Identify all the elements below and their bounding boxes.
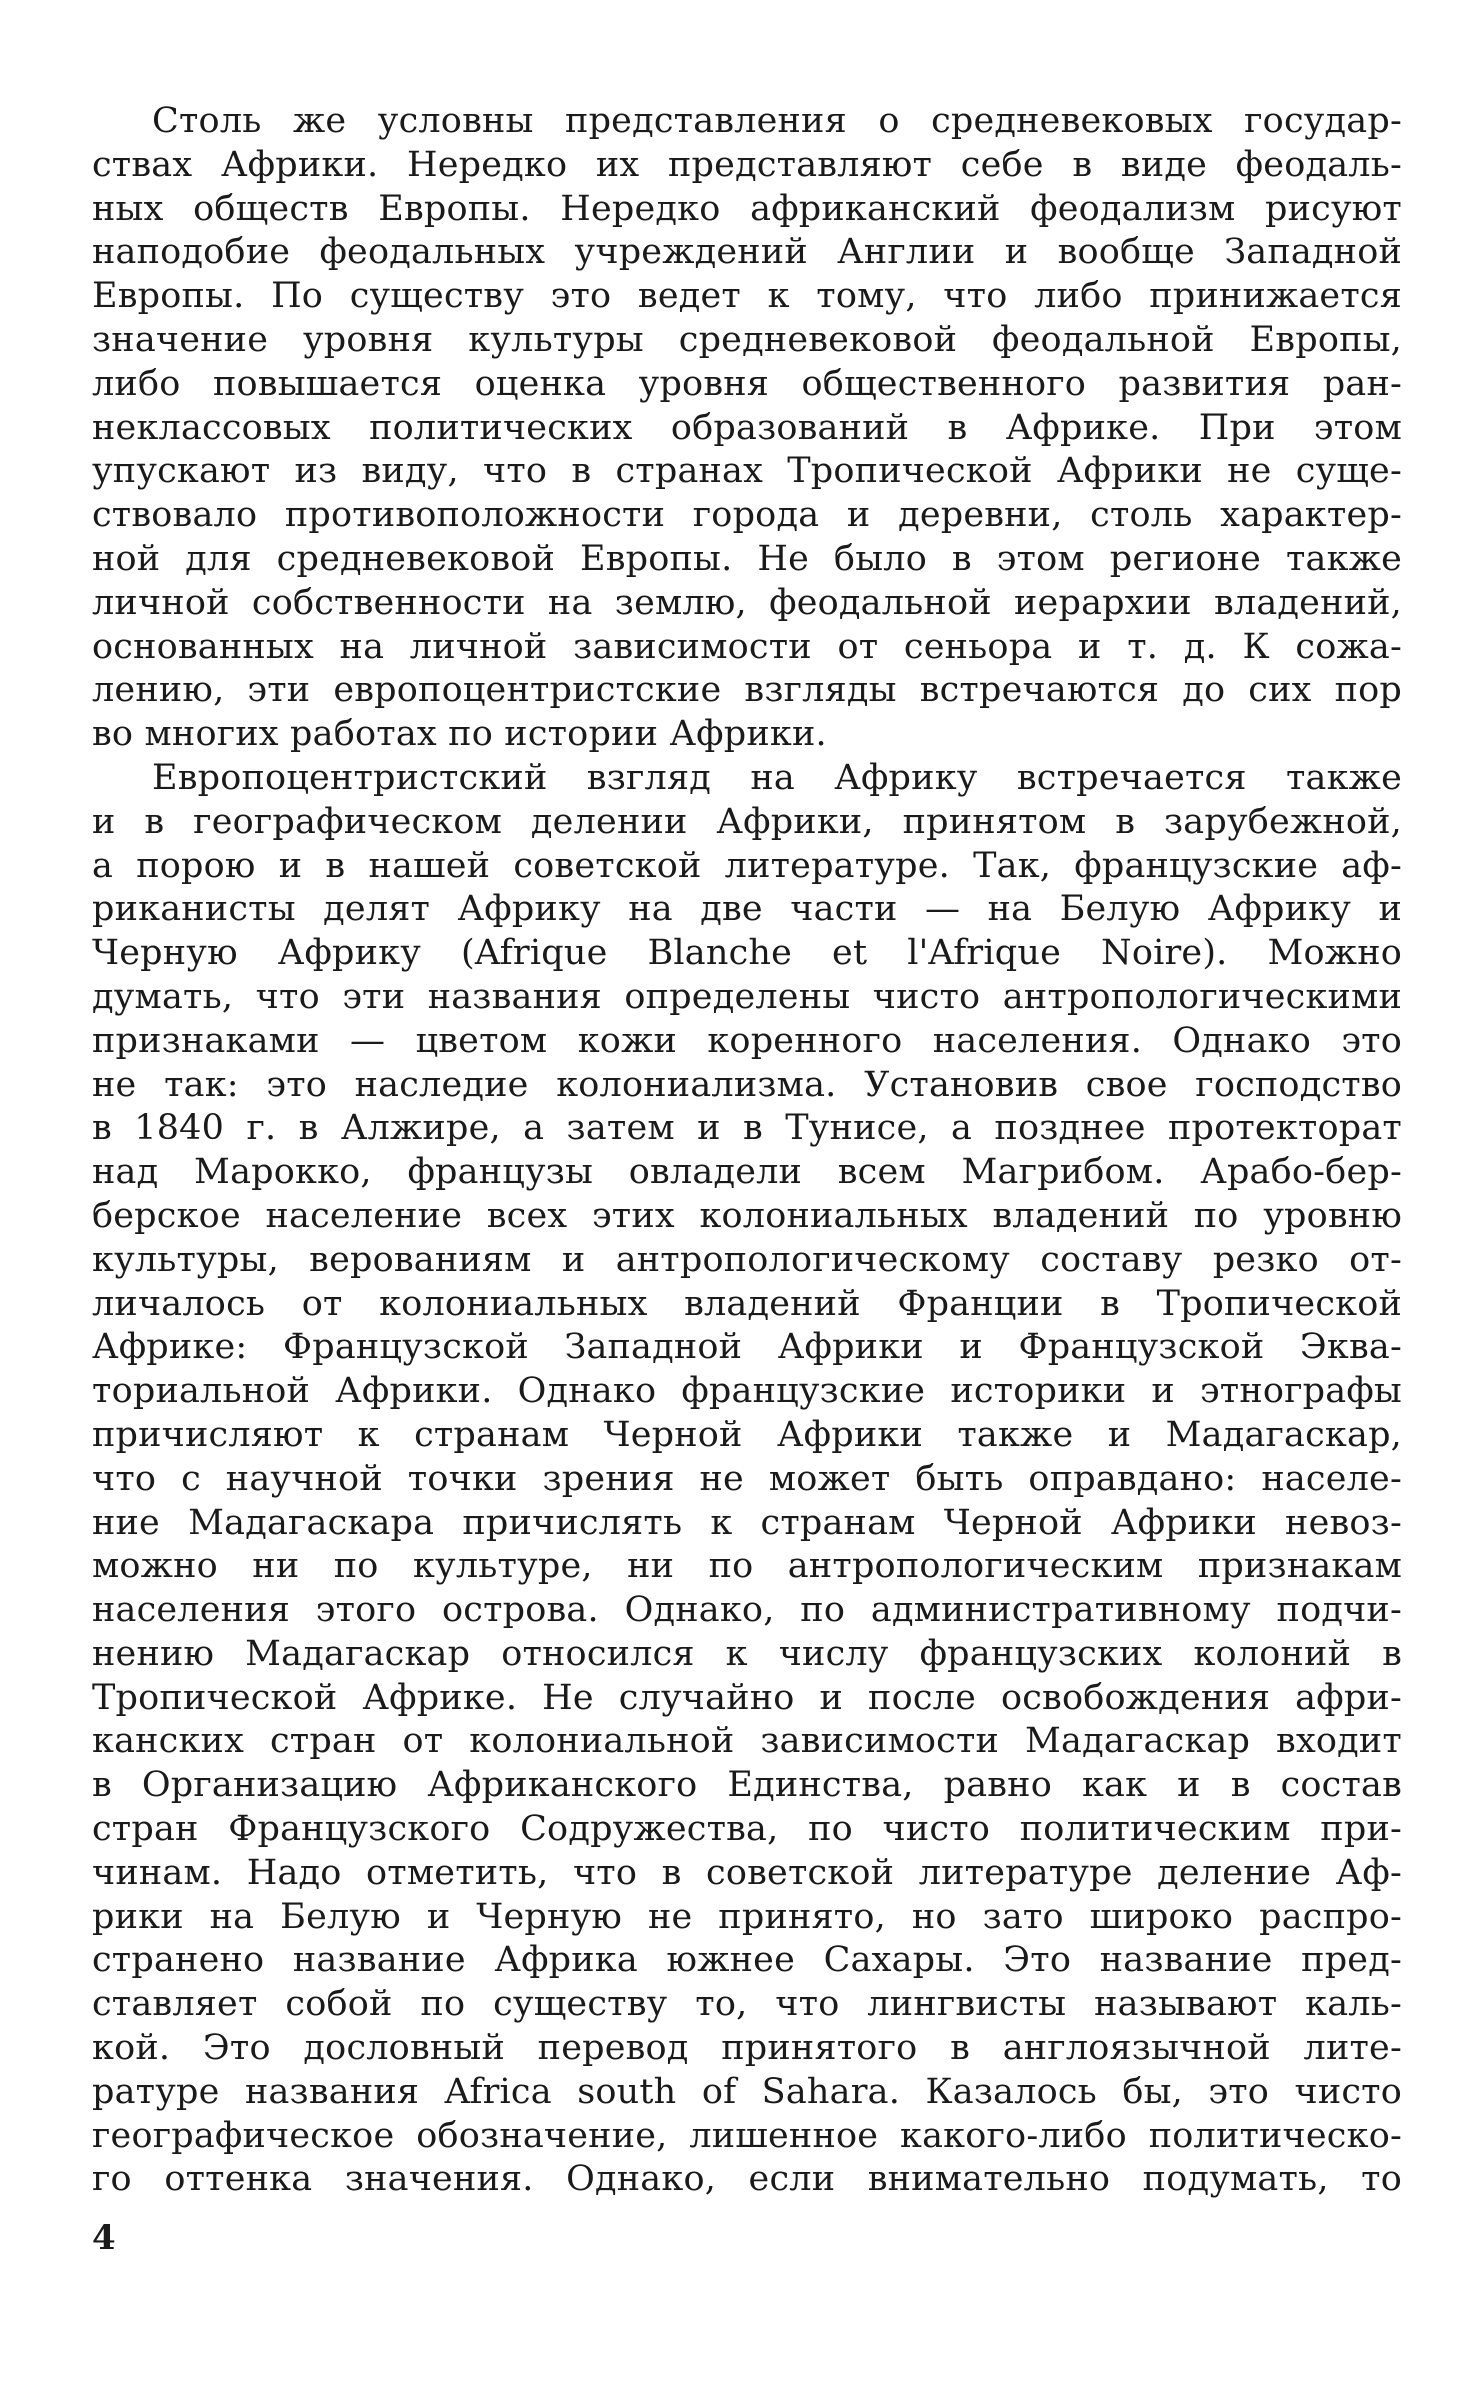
text-line: Европоцентристский взгляд на Африку встречается также — [152, 757, 1402, 798]
text-line: рики на Белую и Черную не принято, но зато широко распро- — [92, 1896, 1402, 1937]
text-line: кой. Это дословный перевод принятого в англоязычной лите- — [92, 2028, 1402, 2069]
text-line: ставляет собой по существу то, что лингвисты называют каль- — [92, 1984, 1402, 2025]
text-line: берское население всех этих колониальных владений по уровню — [92, 1195, 1402, 1236]
text-line: можно ни по культуре, ни по антропологическим признакам — [92, 1546, 1402, 1587]
text-line: ратуре названия Africa south of Sahara. Казалось бы, это чисто — [92, 2071, 1402, 2112]
text-line: личалось от колониальных владений Франции в Тропической — [92, 1283, 1402, 1324]
text-line: в Организацию Африканского Единства, равно как и в состав — [92, 1765, 1402, 1806]
text-line: стран Французского Содружества, по чисто политическим при- — [92, 1809, 1402, 1850]
text-line: ной для средневековой Европы. Не было в этом регионе также — [92, 538, 1402, 579]
text-line: наподобие феодальных учреждений Англии и вообще Западной — [92, 232, 1402, 273]
body-text — [92, 100, 1402, 2202]
text-line: ние Мадагаскара причислять к странам Черной Африки невоз- — [92, 1502, 1402, 1543]
text-line: населения этого острова. Однако, по административному подчи- — [92, 1590, 1402, 1631]
text-line: странено название Африка южнее Сахары. Это название пред- — [92, 1940, 1402, 1981]
text-line: основанных на личной зависимости от сеньора и т. д. К сожа- — [92, 626, 1402, 667]
text-line: Тропической Африке. Не случайно и после освобождения афри- — [92, 1677, 1402, 1718]
text-line: ствовало противоположности города и деревни, столь характер- — [92, 495, 1402, 536]
text-line: неклассовых политических образований в Африке. При этом — [92, 407, 1402, 448]
text-line: риканисты делят Африку на две части — на Белую Африку и — [92, 889, 1402, 930]
paragraph-1 — [92, 100, 1402, 757]
text-line: в 1840 г. в Алжире, а затем и в Тунисе, а позднее протекторат — [92, 1108, 1402, 1149]
text-line: культуры, верованиям и антропологическому составу резко от- — [92, 1239, 1402, 1280]
text-line: го оттенка значения. Однако, если внимательно подумать, то — [92, 2159, 1402, 2200]
text-line: Столь же условны представления о средневековых государ- — [152, 101, 1402, 141]
text-line: не так: это наследие колониализма. Установив свое господство — [92, 1064, 1402, 1105]
text-line: и в географическом делении Африки, принятом в зарубежной, — [92, 801, 1402, 842]
text-line: лению, эти европоцентристские взгляды встречаются до сих пор — [92, 670, 1402, 711]
text-line: канских стран от колониальной зависимости Мадагаскар входит — [92, 1721, 1402, 1762]
text-line: ствах Африки. Нередко их представляют себе в виде феодаль- — [92, 144, 1402, 185]
text-line: ных обществ Европы. Нередко африканский феодализм рисуют — [92, 188, 1402, 229]
paragraph-2 — [92, 757, 1402, 2202]
text-line: географическое обозначение, лишенное какого-либо политическо- — [92, 2115, 1402, 2156]
text-line: упускают из виду, что в странах Тропической Африки не суще- — [92, 451, 1402, 492]
text-line: значение уровня культуры средневековой феодальной Европы, — [92, 319, 1402, 360]
text-line: Европы. По существу это ведет к тому, что либо принижается — [92, 276, 1402, 317]
text-line: чинам. Надо отметить, что в советской литературе деление Аф- — [92, 1852, 1402, 1893]
text-line: ториальной Африки. Однако французские историки и этнографы — [92, 1371, 1402, 1412]
text-line: нению Мадагаскар относился к числу французских колоний в — [92, 1633, 1402, 1674]
text-line: причисляют к странам Черной Африки также и Мадагаскар, — [92, 1414, 1402, 1455]
text-line: над Марокко, французы овладели всем Магрибом. Арабо-бер- — [92, 1152, 1402, 1193]
text-line: а порою и в нашей советской литературе. Так, французские аф- — [92, 845, 1402, 886]
text-line: что с научной точки зрения не может быть оправдано: населе- — [92, 1458, 1402, 1499]
text-line: признаками — цветом кожи коренного населения. Однако это — [92, 1020, 1402, 1061]
text-line: Черную Африку (Afrique Blanche et l'Afrique Noire). Можно — [92, 933, 1402, 974]
text-line: думать, что эти названия определены чисто антропологическими — [92, 976, 1402, 1017]
text-line: личной собственности на землю, феодальной иерархии владений, — [92, 582, 1402, 623]
text-line: во многих работах по истории Африки. — [92, 714, 827, 755]
text-line: либо повышается оценка уровня общественного развития ран- — [92, 363, 1402, 404]
page-number: 4 — [92, 2218, 116, 2258]
text-line: Африке: Французской Западной Африки и Французской Эква- — [92, 1327, 1402, 1368]
